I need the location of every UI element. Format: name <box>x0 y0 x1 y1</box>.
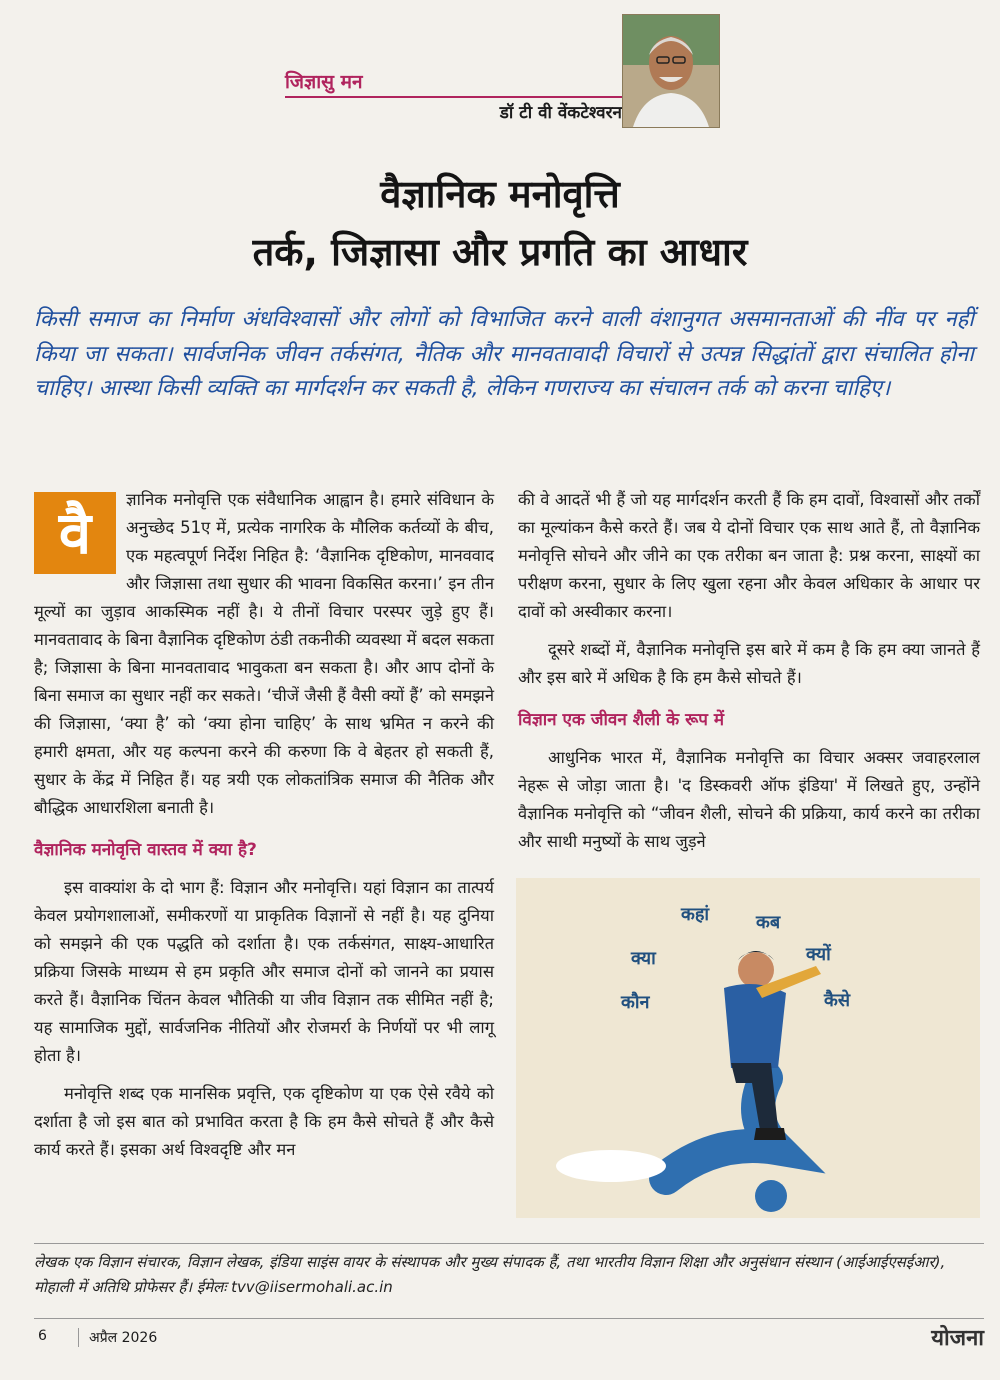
magazine-name: योजना <box>931 1326 984 1351</box>
left-column <box>34 486 494 1174</box>
subheading-2: विज्ञान एक जीवन शैली के रूप में <box>518 710 725 730</box>
paragraph-r3: आधुनिक भारत में, वैज्ञानिक मनोवृत्ति का विचार अक्सर जवाहरलाल नेहरू से जोड़ा जाता है। 'द डिस्कवरी ऑफ इंडिया' में लिखते हुए, उन्होंने वैज्ञानिक मनोवृत्ति को “जीवन शैली, सोचने की प्रक्रिया, कार्य करने का तरीका और साथी मनुष्यों के साथ जुड़ने <box>518 748 980 851</box>
word-kaun: कौन <box>621 992 650 1013</box>
paragraph-3: मनोवृत्ति शब्द एक मानसिक प्रवृत्ति, एक दृष्टिकोण या एक ऐसे रवैये को दर्शाता है जो इस बात को प्रभावित करता है कि हम कैसे सोचते हैं और कैसे कार्य करते हैं। इसका अर्थ विश्वदृष्टि और मन <box>34 1084 494 1159</box>
title-line-2: तर्क, जिज्ञासा और प्रगति का आधार <box>252 230 748 274</box>
paragraph-1 <box>34 486 494 822</box>
paragraph-1-text: ज्ञानिक मनोवृत्ति एक संवैधानिक आह्वान है। हमारे संविधान के अनुच्छेद 51ए में, प्रत्येक नागरिक के मौलिक कर्तव्यों के बीच, एक महत्वपूर्ण निर्देश निहित है: ‘वैज्ञानिक दृष्टिकोण, मानववाद और जिज्ञासा तथा सुधार की भावना विकसित करना।’ इन तीन मूल्यों का जुड़ाव आकस्मिक नहीं है। ये तीनों विचार परस्पर जुड़े हुए हैं। मानवतावाद के बिना वैज्ञानिक दृष्टिकोण ठंडी तकनीकी व्यवस्था में बदल सकता है; जिज्ञासा के बिना मानवतावाद भावुकता बन सकता है। और आप दोनों के बिना समाज का सुधार नहीं कर सकते। ‘चीजें जैसी हैं वैसी क्यों हैं’ को समझने की जिज्ञासा, ‘क्या है’ को ‘क्या होना चाहिए’ के साथ भ्रमित न करने की हमारी क्षमता, और यह कल्पना करने की करुणा कि वे बेहतर हो सकती हैं, सुधार के केंद्र में निहित हैं। यह त्रयी एक लोकतांत्रिक समाज की नैतिक और बौद्धिक आधारशिला बनाती है। <box>34 490 494 817</box>
author-photo <box>622 14 720 128</box>
paragraph-2: इस वाक्यांश के दो भाग हैं: विज्ञान और मनोवृत्ति। यहां विज्ञान का तात्पर्य केवल प्रयोगशालाओं, समीकरणों या प्राकृतिक विज्ञानों से नहीं है। यह दुनिया को समझने की एक पद्धति को दर्शाता है। एक तर्कसंगत, साक्ष्य-आधारित प्रक्रिया जिसके माध्यम से हम प्रकृति और समाज दोनों को जानने का प्रयास करते हैं। वैज्ञानिक चिंतन केवल भौतिकी या जीव विज्ञान तक सीमित नहीं है; यह सामाजिक मुद्दों, सार्वजनिक नीतियों और रोजमर्रा के निर्णयों पर भी लागू होता है। <box>34 878 494 1065</box>
section-divider <box>285 96 625 98</box>
word-kaise: कैसे <box>824 990 850 1011</box>
illustration <box>516 878 980 1218</box>
author-footnote: लेखक एक विज्ञान संचारक, विज्ञान लेखक, इंडिया साइंस वायर के संस्थापक और मुख्य संपादक हैं, तथा भारतीय विज्ञान शिक्षा और अनुसंधान संस्थान (आईआईएसईआर), मोहाली में अतिथि प्रोफेसर हैं। ईमेलः tvv@iisermohali.ac.in <box>34 1253 946 1296</box>
title-line-1: वैज्ञानिक मनोवृत्ति <box>380 172 620 216</box>
word-kab: कब <box>756 912 781 933</box>
word-kya: क्या <box>631 948 656 969</box>
lede-paragraph: किसी समाज का निर्माण अंधविश्वासों और लोगों को विभाजित करने वाली वंशानुगत असमानताओं की नींव पर नहीं किया जा सकता। सार्वजनिक जीवन तर्कसंगत, नैतिक और मानवतावादी विचारों से उत्पन्न सिद्धांतों द्वारा संचालित होना चाहिए। आस्था किसी व्यक्ति का मार्गदर्शन कर सकती है, लेकिन गणराज्य का संचालन तर्क को करना चाहिए। <box>34 307 974 401</box>
issue-date: अप्रैल 2026 <box>78 1328 157 1347</box>
footnote-divider <box>34 1243 984 1244</box>
paragraph-r1: की वे आदतें भी हैं जो यह मार्गदर्शन करती हैं कि हम दावों, विश्वासों और तर्कों का मूल्यांकन कैसे करते हैं। जब ये दोनों विचार एक साथ आते हैं, तो वैज्ञानिक मनोवृत्ति सोचने और जीने का एक तरीका बन जाता है: प्रश्न करना, साक्ष्यों का परीक्षण करना, सुधार के लिए खुला रहना और केवल अधिकार के आधार पर दावों को अस्वीकार करना। <box>518 490 980 621</box>
section-label: जिज्ञासु मन <box>285 71 363 93</box>
footer-divider <box>34 1318 984 1319</box>
right-column <box>518 486 980 866</box>
subheading-1: वैज्ञानिक मनोवृत्ति वास्तव में क्या है? <box>34 840 257 860</box>
word-kahan: कहां <box>681 904 710 925</box>
page-number: 6 <box>38 1328 47 1344</box>
article-title <box>0 165 1000 281</box>
word-kyon: क्यों <box>806 944 831 965</box>
dropcap: वै <box>34 492 116 574</box>
paragraph-r2: दूसरे शब्दों में, वैज्ञानिक मनोवृत्ति इस बारे में कम है कि हम क्या जानते हैं और इस बारे में अधिक है कि हम कैसे सोचते हैं। <box>518 640 980 687</box>
author-name: डॉ टी वी वेंकटेश्वरन <box>499 103 622 123</box>
